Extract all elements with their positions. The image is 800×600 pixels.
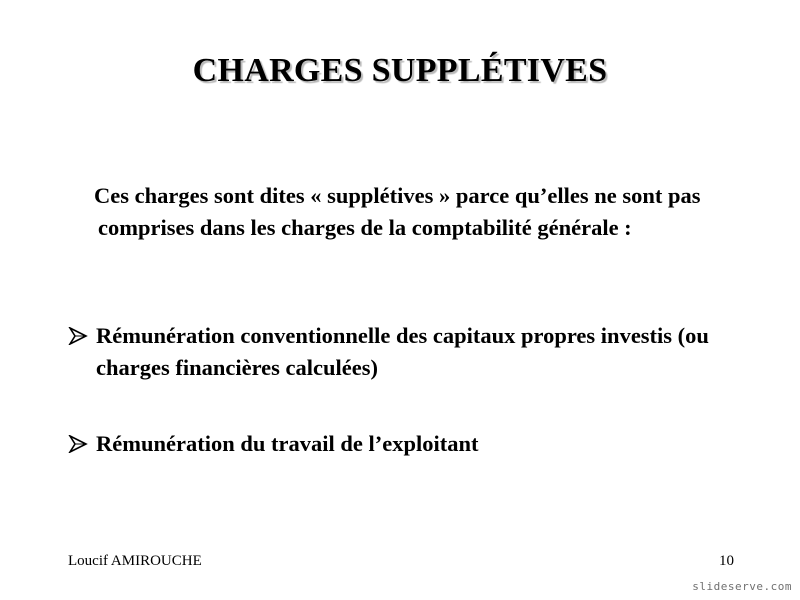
bullet-item [68,320,748,384]
bullet-text: Rémunération du travail de l’exploitant [96,431,479,456]
page-number: 10 [719,553,734,569]
watermark: slideserve.com [692,580,792,593]
arrow-right-icon [68,320,96,352]
bullet-item [68,428,748,460]
footer-author: Loucif AMIROUCHE [68,553,202,569]
slide-title: CHARGES SUPPLÉTIVES [192,52,608,89]
arrow-right-icon [68,428,96,460]
bullet-text: Rémunération conventionnelle des capitaux propres investis (ou charges financières calculées) [96,323,709,380]
intro-paragraph: Ces charges sont dites « supplétives » parce qu’elles ne sont pas comprises dans les charges de la comptabilité générale : [94,183,701,240]
